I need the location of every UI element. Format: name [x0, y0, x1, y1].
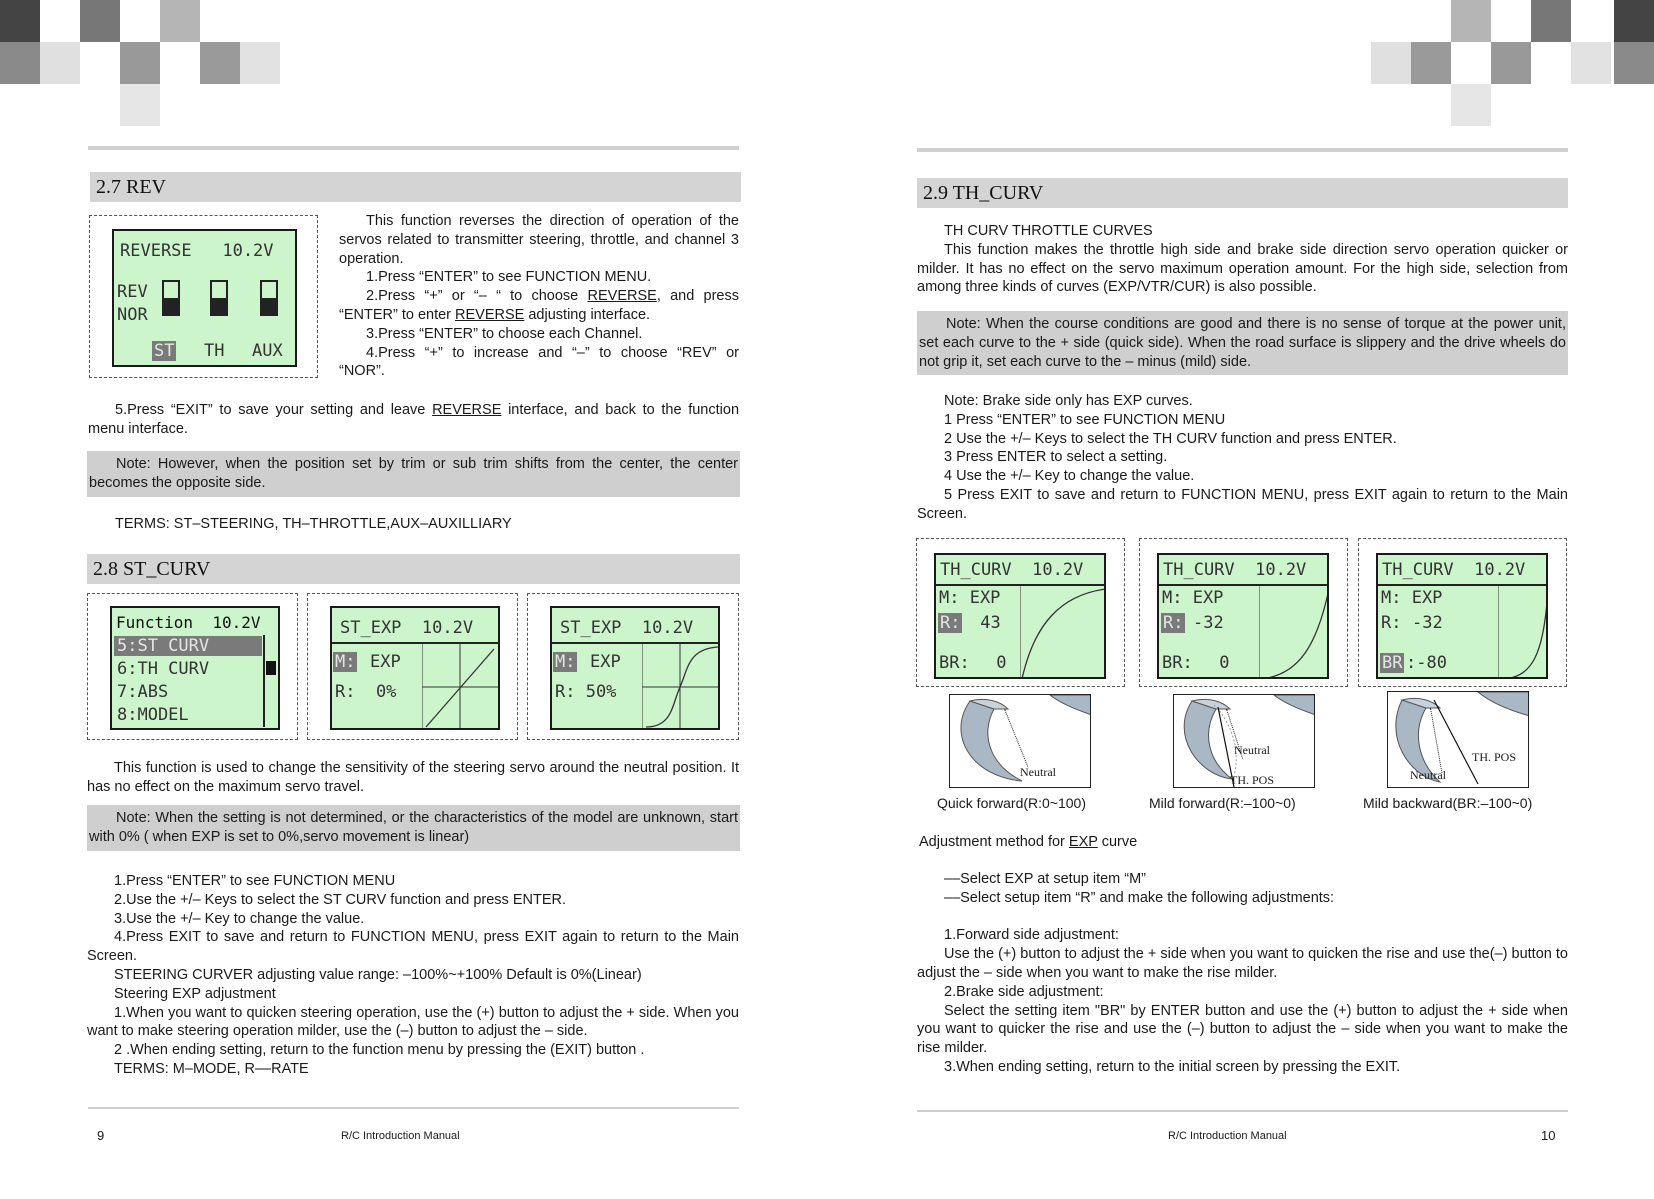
- deco-square: [160, 0, 200, 42]
- stcurv-steps: [87, 872, 739, 1079]
- rev-step1: 1.Press “ENTER” to see FUNCTION MENU.: [366, 269, 652, 286]
- stcurv-intro: [87, 759, 739, 797]
- rev-step4: 4.Press “+” to increase and “–” to choose “REV” or “NOR”.: [339, 344, 739, 380]
- page-number: 9: [97, 1128, 105, 1143]
- deco-square: [1614, 42, 1654, 84]
- lcd-frame-st-exp-0: [307, 593, 518, 740]
- neutral-label: Neutral: [1410, 768, 1446, 782]
- channel-switch: [162, 280, 180, 316]
- lcd-brake-label: BR:: [1162, 653, 1193, 673]
- lcd-frame-th-curv-3: [1358, 538, 1567, 687]
- lcd-mode: M: EXP: [1162, 588, 1224, 608]
- lcd-rate-label: R:: [1381, 613, 1402, 633]
- channel-switch: [210, 280, 228, 316]
- reverse-link: REVERSE: [432, 402, 502, 418]
- thcurv-subtitle: TH CURV THROTTLE CURVES: [944, 223, 1153, 239]
- curve-graph-mild: [1259, 585, 1329, 679]
- lcd-frame-th-curv-1: [916, 538, 1125, 687]
- thcurv-step: 4 Use the +/– Key to change the value.: [944, 468, 1195, 485]
- end-step: 3.When ending setting, return to the initial screen by pressing the EXIT.: [944, 1058, 1401, 1075]
- top-rule: [88, 146, 739, 150]
- lcd-frame-reverse: [89, 215, 318, 378]
- deco-square: [120, 42, 160, 84]
- forward-title: 1.Forward side adjustment:: [944, 927, 1119, 944]
- stcurv-subtitle: Steering EXP adjustment: [114, 985, 276, 1002]
- lcd-rev-label: REV: [117, 282, 148, 302]
- caption-quick-forward: Quick forward(R:0~100): [937, 795, 1087, 811]
- lcd-th-curv-brake: [1376, 553, 1548, 679]
- lcd-st-exp-linear: [330, 606, 500, 730]
- adjustment-title: [919, 833, 1568, 852]
- rev-terms: TERMS: ST–STEERING, TH–THROTTLE,AUX–AUXILLIARY: [115, 516, 512, 532]
- rev-step3: 3.Press “ENTER” to choose each Channel.: [366, 325, 643, 342]
- curve-graph-linear: [422, 643, 500, 730]
- lcd-frame-function: [87, 593, 298, 740]
- top-rule: [917, 148, 1568, 152]
- menu-item-st-curv: 5:ST CURV: [114, 636, 262, 656]
- reverse-link: REVERSE: [587, 288, 657, 305]
- caption-mild-backward: Mild backward(BR:–100~0): [1363, 795, 1533, 811]
- text: 5.Press “EXIT” to save your setting and leave: [115, 402, 433, 418]
- stcurv-step: 4.Press EXIT to save and return to FUNCTION MENU, press EXIT again to return to the Main Screen.: [87, 929, 739, 965]
- lcd-title: TH_CURV 10.2V: [940, 560, 1084, 580]
- text: curve: [1097, 834, 1138, 850]
- lcd-rate: R: 0%: [335, 682, 397, 702]
- thpos-label: TH. POS: [1472, 750, 1517, 764]
- thcurv-steps: [917, 392, 1568, 524]
- lcd-brake-label: BR:: [939, 653, 970, 673]
- deco-square: [1451, 0, 1491, 42]
- trigger-illustration-brake: [1387, 691, 1529, 788]
- stcurv-step: 1.When you want to quicken steering operation, use the (+) button to adjust the + side. When you want to make steering operation milder, use the (–) button to adjust the – side.: [87, 1004, 739, 1040]
- trigger-illustration-quick: [949, 694, 1091, 788]
- lcd-rate-label: R:: [940, 613, 961, 633]
- lcd-nor-label: NOR: [117, 305, 148, 325]
- deco-square: [1451, 84, 1491, 126]
- thcurv-note: Note: When the course conditions are good and there is no sense of torque at the power unit, set each curve to the + side (quick side). When the road surface is slippery and the drive wheels do not grip it, set each curve to the – minus (mild) side.: [917, 311, 1568, 375]
- deco-square: [120, 84, 160, 126]
- lcd-title: ST_EXP 10.2V: [340, 618, 474, 638]
- deco-square: [1371, 42, 1411, 84]
- lcd-rate: R: 50%: [555, 682, 617, 702]
- deco-square: [1531, 0, 1571, 42]
- lcd-channel-st: ST: [154, 341, 175, 361]
- neutral-label: Neutral: [1234, 743, 1270, 757]
- lcd-mode-label: M:: [335, 652, 356, 672]
- stcurv-step: 2 .When ending setting, return to the function menu by pressing the (EXIT) button .: [114, 1042, 645, 1059]
- exp-link: EXP: [1068, 834, 1098, 850]
- text: This function is used to change the sensitivity of the steering servo around the neutral position. It has no effect on the maximum servo travel.: [87, 760, 739, 795]
- bottom-rule: [917, 1110, 1568, 1112]
- lcd-title: TH_CURV 10.2V: [1163, 560, 1307, 580]
- section-heading-rev: 2.7 REV: [90, 172, 741, 202]
- deco-square: [1411, 42, 1451, 84]
- curve-graph-exp: [642, 643, 720, 730]
- lcd-mode-label: M:: [555, 652, 576, 672]
- bottom-rule: [88, 1107, 739, 1109]
- rev-step2: [339, 287, 739, 325]
- stcurv-step: 1.Press “ENTER” to see FUNCTION MENU: [114, 873, 396, 889]
- rev-step5-block: [88, 401, 739, 439]
- page-footer: R/C Introduction Manual: [341, 1130, 460, 1142]
- text: Adjustment method for: [919, 834, 1069, 850]
- text: interface, and back to the function menu interface.: [88, 402, 740, 437]
- thcurv-step: 1 Press “ENTER” to see FUNCTION MENU: [944, 411, 1226, 428]
- menu-item-abs: 7:ABS: [117, 682, 169, 702]
- lcd-function-menu: [110, 606, 280, 730]
- deco-square: [1491, 42, 1531, 84]
- lcd-reverse: [112, 229, 297, 367]
- deco-square: [0, 0, 40, 42]
- lcd-mode-value: EXP: [590, 652, 621, 672]
- text: adjusting interface.: [524, 306, 651, 323]
- rev-note: Note: However, when the position set by trim or sub trim shifts from the center, the center becomes the opposite side.: [87, 451, 740, 497]
- menu-item-th-curv: 6:TH CURV: [117, 659, 210, 679]
- adjustment-steps: [917, 870, 1568, 1077]
- lcd-title: Function 10.2V: [116, 613, 261, 632]
- caption-mild-forward: Mild forward(R:–100~0): [1149, 795, 1296, 811]
- lcd-frame-st-exp-50: [527, 593, 739, 740]
- stcurv-step: 2.Use the +/– Keys to select the ST CURV function and press ENTER.: [114, 891, 566, 908]
- curve-graph-quick: [1020, 585, 1106, 679]
- lcd-th-curv-quick: [934, 553, 1106, 679]
- brake-title: 2.Brake side adjustment:: [944, 983, 1104, 1000]
- brake-text: Select the setting item "BR" by ENTER button and use the (+) button to adjust the + side when you want to quicker the rise and use the (–) button to adjust the – side when you want to make the rise milder.: [917, 1002, 1568, 1057]
- neutral-label: Neutral: [1020, 765, 1056, 779]
- lcd-rate-value: -32: [1193, 613, 1224, 633]
- text: , and press “ENTER” to enter: [339, 288, 739, 323]
- select-step: ––Select EXP at setup item “M”: [944, 871, 1147, 887]
- thcurv-intro: [917, 222, 1568, 297]
- thcurv-description: This function makes the throttle high side and brake side direction servo operation quicker or milder. It has no effect on the servo maximum operation amount. For the high side, selection from among three kinds of curves (EXP/VTR/CUR) is also possible.: [917, 241, 1568, 296]
- right-page: [827, 0, 1654, 1199]
- lcd-mode: M: EXP: [1381, 588, 1443, 608]
- select-step: ––Select setup item “R” and make the following adjustments:: [944, 889, 1335, 906]
- section-heading-stcurv: 2.8 ST_CURV: [87, 554, 740, 584]
- section-heading-thcurv: 2.9 TH_CURV: [917, 178, 1568, 208]
- lcd-rate-value: -32: [1412, 613, 1443, 633]
- forward-text: Use the (+) button to adjust the + side when you want to quicken the rise and use the(–) button to adjust the – side when you want to make the rise milder.: [917, 946, 1568, 981]
- deco-square: [240, 42, 280, 84]
- lcd-rate-label: R:: [1163, 613, 1184, 633]
- rev-step5: [88, 401, 739, 439]
- deco-square: [80, 0, 120, 42]
- thcurv-step: 2 Use the +/– Keys to select the TH CURV function and press ENTER.: [944, 430, 1397, 447]
- lcd-th-curv-mild: [1157, 553, 1329, 679]
- lcd-title: REVERSE 10.2V: [120, 241, 274, 261]
- rev-instructions: [339, 212, 739, 381]
- lcd-channel-th: TH: [204, 341, 225, 361]
- rev-intro: This function reverses the direction of operation of the servos related to transmitter steering, throttle, and channel 3 operation.: [339, 213, 739, 267]
- reverse-link: REVERSE: [455, 306, 525, 323]
- thcurv-step: 5 Press EXIT to save and return to FUNCTION MENU, press EXIT again to return to the Main Screen.: [917, 486, 1568, 522]
- lcd-st-exp-50: [550, 606, 720, 730]
- thcurv-brake-note: Note: Brake side only has EXP curves.: [944, 393, 1193, 409]
- stcurv-range: STEERING CURVER adjusting value range: –100%~+100% Default is 0%(Linear): [114, 966, 642, 983]
- lcd-mode-value: EXP: [370, 652, 401, 672]
- lcd-channel-aux: AUX: [252, 341, 283, 361]
- curve-graph-brake: [1498, 585, 1548, 679]
- page-footer: R/C Introduction Manual: [1168, 1130, 1287, 1142]
- scrollbar: [263, 635, 276, 727]
- stcurv-note: Note: When the setting is not determined, or the characteristics of the model are unknown, start with 0% ( when EXP is set to 0%,servo movement is linear): [87, 805, 740, 851]
- text: 2.Press “+” or “– “ to choose: [366, 288, 588, 305]
- deco-square: [1614, 0, 1654, 42]
- lcd-brake-value: :-80: [1406, 653, 1447, 673]
- lcd-rate-value: 43: [970, 613, 1001, 633]
- deco-square: [200, 42, 240, 84]
- stcurv-terms: TERMS: M–MODE, R––RATE: [114, 1060, 309, 1077]
- page-number: 10: [1541, 1128, 1556, 1143]
- thpos-label: TH. POS: [1230, 773, 1275, 787]
- trigger-illustration-mild: [1173, 694, 1315, 788]
- thcurv-step: 3 Press ENTER to select a setting.: [944, 449, 1168, 466]
- deco-square: [40, 42, 80, 84]
- channel-switch: [260, 280, 278, 316]
- lcd-title: ST_EXP 10.2V: [560, 618, 694, 638]
- lcd-frame-th-curv-2: [1139, 538, 1348, 687]
- lcd-brake-value: 0: [1209, 653, 1230, 673]
- lcd-brake-label: BR: [1382, 653, 1403, 673]
- adjustment-method: [919, 833, 1568, 852]
- deco-square: [1571, 42, 1611, 84]
- lcd-title: TH_CURV 10.2V: [1382, 560, 1526, 580]
- menu-item-model: 8:MODEL: [117, 705, 189, 725]
- stcurv-step: 3.Use the +/– Key to change the value.: [114, 910, 365, 927]
- deco-square: [0, 42, 40, 84]
- spacer: [917, 908, 1568, 927]
- lcd-brake-value: 0: [986, 653, 1007, 673]
- lcd-mode: M: EXP: [939, 588, 1001, 608]
